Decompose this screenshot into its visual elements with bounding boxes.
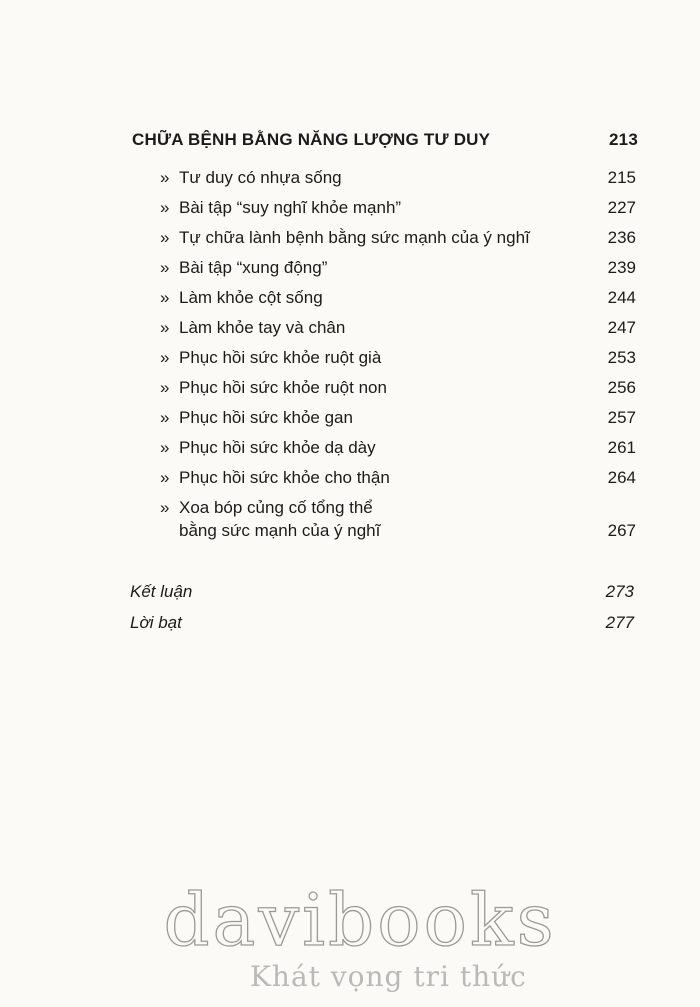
bullet-icon: » bbox=[160, 468, 170, 487]
toc-entry bbox=[160, 256, 636, 279]
end-matter-title: Kết luận bbox=[130, 582, 193, 601]
toc-entry bbox=[160, 346, 636, 369]
toc-entry-title: Phục hồi sức khỏe gan bbox=[179, 408, 353, 427]
toc-entry-page: 261 bbox=[607, 438, 636, 457]
toc-entry bbox=[160, 436, 636, 459]
bullet-icon: » bbox=[160, 378, 170, 397]
toc-entry-title: Phục hồi sức khỏe ruột già bbox=[179, 348, 382, 367]
toc-entry bbox=[160, 376, 636, 399]
end-matter bbox=[130, 580, 634, 642]
toc-entry-title: Xoa bóp củng cố tổng thể bằng sức mạnh của ý nghĩ bbox=[179, 498, 381, 540]
end-matter-page: 277 bbox=[605, 613, 634, 632]
toc-entry-title: Bài tập “suy nghĩ khỏe mạnh” bbox=[179, 198, 402, 217]
toc-entry-title: Phục hồi sức khỏe ruột non bbox=[179, 378, 387, 397]
toc-entry-title: Phục hồi sức khỏe cho thận bbox=[179, 468, 390, 487]
toc-entry-title: Bài tập “xung động” bbox=[179, 258, 328, 277]
toc-entry-page: 264 bbox=[607, 468, 636, 487]
toc-entry-title: Tự chữa lành bệnh bằng sức mạnh của ý nghĩ bbox=[179, 228, 530, 247]
toc-entry bbox=[160, 166, 636, 189]
bullet-icon: » bbox=[160, 318, 170, 337]
toc-entry-page: 239 bbox=[607, 258, 636, 277]
toc-entry-title: Làm khỏe tay và chân bbox=[179, 318, 346, 337]
toc-entry-title: Làm khỏe cột sống bbox=[179, 288, 323, 307]
toc-entry-page: 256 bbox=[607, 378, 636, 397]
watermark-brand: davibooks bbox=[163, 878, 557, 962]
bullet-icon: » bbox=[160, 168, 170, 187]
toc-entry bbox=[160, 316, 636, 339]
toc-entry-page: 257 bbox=[607, 408, 636, 427]
toc-entry bbox=[160, 466, 636, 489]
bullet-icon: » bbox=[160, 288, 170, 307]
chapter-page-number: 213 bbox=[609, 130, 638, 149]
bullet-icon: » bbox=[160, 408, 170, 427]
toc-entry bbox=[160, 196, 636, 219]
end-matter-title: Lời bạt bbox=[130, 613, 182, 632]
toc-entry bbox=[160, 226, 636, 249]
end-matter-entry bbox=[130, 580, 634, 603]
bullet-icon: » bbox=[160, 258, 170, 277]
end-matter-entry bbox=[130, 611, 634, 634]
toc-entry-title: Tư duy có nhựa sống bbox=[179, 168, 342, 187]
toc-entry-page: 215 bbox=[607, 168, 636, 187]
bullet-icon: » bbox=[160, 498, 170, 517]
toc-entry bbox=[160, 496, 636, 542]
bullet-icon: » bbox=[160, 348, 170, 367]
toc-entry-page: 267 bbox=[607, 521, 636, 540]
toc-entry-page: 227 bbox=[607, 198, 636, 217]
toc-entry-page: 236 bbox=[607, 228, 636, 247]
toc-entry bbox=[160, 286, 636, 309]
chapter-heading bbox=[132, 130, 638, 150]
toc-entry-page: 253 bbox=[607, 348, 636, 367]
end-matter-page: 273 bbox=[605, 582, 634, 601]
toc-entry-title: Phục hồi sức khỏe dạ dày bbox=[179, 438, 376, 457]
bullet-icon: » bbox=[160, 438, 170, 457]
toc-entries bbox=[160, 166, 636, 549]
watermark-tagline: Khát vọng tri thức bbox=[250, 960, 527, 993]
toc-entry bbox=[160, 406, 636, 429]
toc-entry-page: 244 bbox=[607, 288, 636, 307]
toc-entry-page: 247 bbox=[607, 318, 636, 337]
chapter-title: CHỮA BỆNH BẰNG NĂNG LƯỢNG TƯ DUY bbox=[132, 130, 491, 149]
bullet-icon: » bbox=[160, 198, 170, 217]
bullet-icon: » bbox=[160, 228, 170, 247]
